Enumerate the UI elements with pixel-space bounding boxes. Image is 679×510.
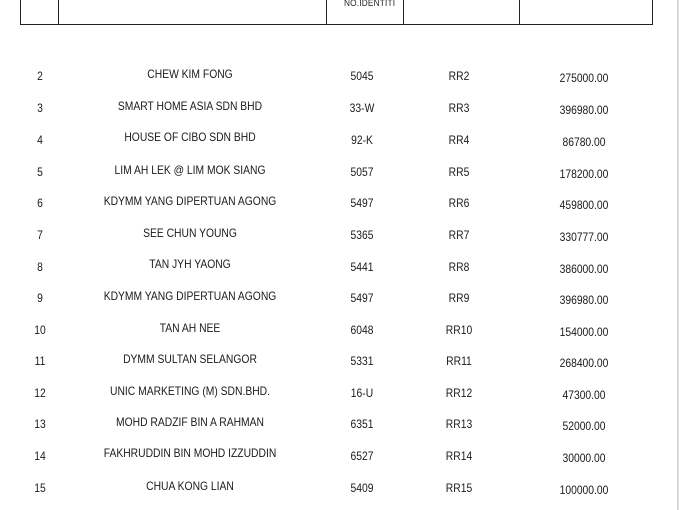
header-divider (58, 0, 59, 24)
row-name: DYMM SULTAN SELANGOR (123, 352, 257, 366)
row-id: 5497 (350, 196, 374, 210)
row-number: 5 (37, 165, 43, 179)
row-name: KDYMM YANG DIPERTUAN AGONG (103, 289, 277, 303)
row-id: 5331 (350, 354, 374, 368)
row-ref: RR9 (448, 291, 470, 305)
row-id: 92-K (351, 133, 373, 147)
row-number: 14 (34, 449, 46, 463)
row-ref: RR13 (445, 417, 473, 431)
row-ref: RR6 (448, 196, 470, 210)
row-id: 5045 (350, 69, 374, 83)
row-ref: RR11 (446, 354, 472, 368)
row-id: 6048 (350, 323, 374, 337)
table-row (0, 385, 679, 405)
row-amount: 396980.00 (559, 293, 609, 307)
row-id: 6351 (350, 417, 374, 431)
row-ref: RR3 (448, 101, 470, 115)
header-divider (519, 0, 520, 24)
row-number: 15 (34, 481, 46, 495)
table-row (0, 448, 679, 468)
row-name: TAN JYH YAONG (149, 257, 231, 271)
row-name: SEE CHUN YOUNG (143, 226, 237, 240)
row-id: 5409 (350, 481, 374, 495)
row-ref: RR5 (448, 165, 470, 179)
row-id: 5057 (350, 165, 374, 179)
table-row (0, 259, 679, 279)
row-id: 16-U (350, 386, 374, 400)
row-name: LIM AH LEK @ LIM MOK SIANG (114, 163, 266, 177)
row-amount: 178200.00 (559, 167, 609, 181)
row-number: 10 (34, 323, 46, 337)
row-amount: 100000.00 (559, 483, 609, 497)
row-ref: RR14 (445, 449, 473, 463)
table-row (0, 322, 679, 342)
table-row (0, 164, 679, 184)
table-row (0, 353, 679, 373)
row-amount: 52000.00 (562, 419, 606, 433)
table-row (0, 132, 679, 152)
row-name: HOUSE OF CIBO SDN BHD (124, 130, 256, 144)
row-amount: 47300.00 (562, 388, 606, 402)
row-ref: RR10 (445, 323, 473, 337)
row-name: CHUA KONG LIAN (146, 479, 234, 493)
row-number: 6 (37, 196, 43, 210)
row-id: 33-W (349, 101, 375, 115)
row-amount: 396980.00 (559, 103, 609, 117)
row-number: 4 (37, 133, 43, 147)
row-number: 2 (37, 69, 43, 83)
row-amount: 268400.00 (559, 356, 609, 370)
row-ref: RR7 (448, 228, 470, 242)
row-amount: 459800.00 (559, 198, 609, 212)
row-number: 8 (37, 260, 43, 274)
row-amount: 275000.00 (559, 71, 609, 85)
row-number: 3 (37, 101, 43, 115)
row-ref: RR4 (448, 133, 470, 147)
table-row (0, 480, 679, 500)
table-row (0, 290, 679, 310)
row-id: 5365 (350, 228, 374, 242)
row-amount: 86780.00 (562, 135, 606, 149)
row-ref: RR8 (448, 260, 470, 274)
table-row (0, 100, 679, 120)
row-number: 13 (34, 417, 46, 431)
header-divider (326, 0, 327, 24)
row-name: FAKHRUDDIN BIN MOHD IZZUDDIN (103, 446, 277, 460)
row-id: 5441 (350, 260, 374, 274)
row-id: 5497 (350, 291, 374, 305)
table-row (0, 227, 679, 247)
row-amount: 386000.00 (559, 262, 609, 276)
table-row (0, 195, 679, 215)
row-name: SMART HOME ASIA SDN BHD (117, 99, 263, 113)
header-divider (403, 0, 404, 24)
row-ref: RR2 (448, 69, 470, 83)
row-name: MOHD RADZIF BIN A RAHMAN (116, 415, 264, 429)
row-ref: RR15 (445, 481, 473, 495)
row-amount: 330777.00 (559, 230, 609, 244)
row-ref: RR12 (445, 386, 473, 400)
row-number: 12 (34, 386, 46, 400)
row-number: 9 (37, 291, 43, 305)
row-number: 7 (37, 228, 43, 242)
row-name: KDYMM YANG DIPERTUAN AGONG (103, 194, 277, 208)
row-name: UNIC MARKETING (M) SDN.BHD. (110, 384, 270, 398)
table-header (20, 0, 653, 25)
table-row (0, 68, 679, 88)
header-id-label: NO.IDENTITI (344, 0, 396, 8)
row-amount: 30000.00 (562, 451, 606, 465)
row-number: 11 (34, 354, 46, 368)
row-name: CHEW KIM FONG (147, 67, 233, 81)
row-name: TAN AH NEE (159, 321, 221, 335)
table-row (0, 416, 679, 436)
row-id: 6527 (350, 449, 374, 463)
row-amount: 154000.00 (559, 325, 609, 339)
